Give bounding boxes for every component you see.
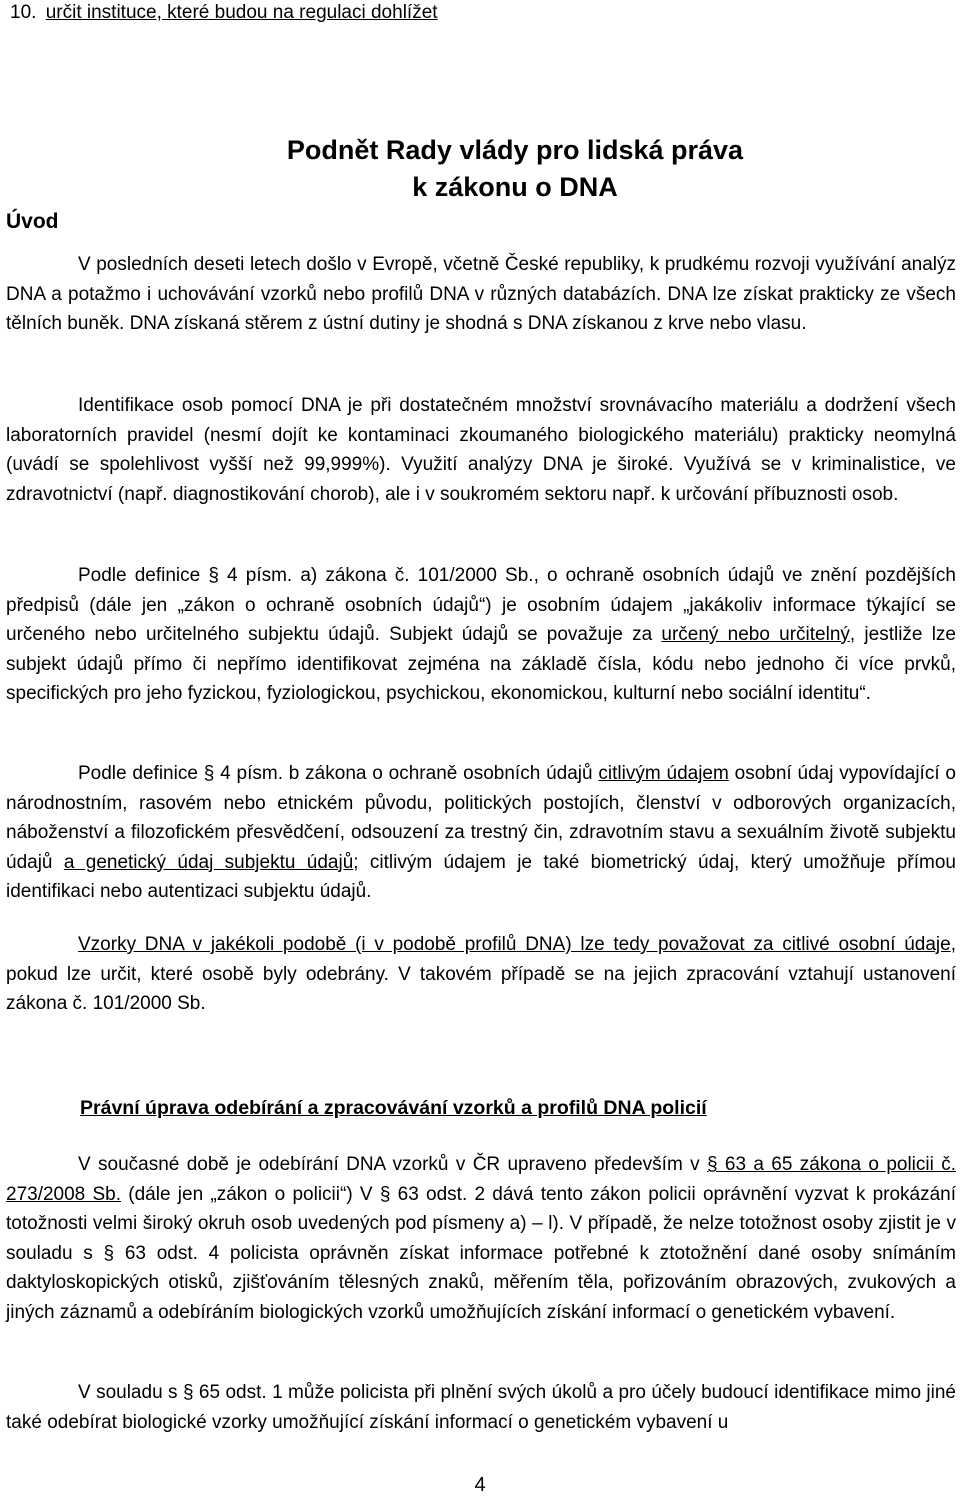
paragraph-identification bbox=[6, 391, 956, 509]
page-title-line-1: Podnět Rady vlády pro lidská práva bbox=[286, 135, 744, 165]
underlined-text: určený nebo určitelný bbox=[661, 624, 850, 645]
paragraph-text: (dále jen „zákon o policii“) V § 63 odst. 2 dává tento zákon policii oprávnění vyzvat k prokázání totožnosti velmi široký okruh osob uvedených pod písmeny a) – l). V případě, že nelze totožnost osoby zjistit je v souladu s § 63 odst. 4 policista oprávněn získat informace potřebné k ztotožnění dané osoby snímáním daktyloskopických otisků, zjišťováním tělesných znaků, měřením těla, pořizováním obrazových, zvukových a jiných záznamů a odebíráním biologických vzorků umožňujících získání informací o genetickém vybavení. bbox=[6, 1183, 957, 1323]
paragraph-intro bbox=[6, 250, 956, 339]
paragraph-identification-text: Identifikace osob pomocí DNA je při dostatečném množství srovnávacího materiálu a dodržení všech laboratorních pravidel (nesmí dojít ke kontaminaci zkoumaného biologického materiálu) prakticky neomylná (uvádí se spolehlivost vyšší než 99,999%). Využití analýzy DNA je široké. Využívá se v kriminalistice, ve zdravotnictví (např. diagnostikování chorob), ale i v soukromém sektoru např. k určování příbuznosti osob. bbox=[6, 395, 956, 505]
underlined-text: citlivým údajem bbox=[598, 763, 729, 784]
paragraph-text: Podle definice § 4 písm. b zákona o ochraně osobních údajů bbox=[78, 763, 599, 784]
paragraph-text: , jestliže lze subjekt údajů přímo či nepřímo identifikovat zejména na základě čísla, kódu nebo jednoho či více prvků, specifických pro jeho fyzickou, fyziologickou, psychickou, ekonomickou, kulturní nebo sociální identitu“. bbox=[6, 624, 956, 704]
paragraph-text: , pokud lze určit, které osobě byly odebrány. V takovém případě se na jejich zpracování vztahují ustanovení zákona č. 101/2000 Sb. bbox=[6, 934, 956, 1014]
paragraph-text: ; citlivým údajem je také biometrický údaj, který umožňuje přímou identifikaci nebo autentizaci subjektu údajů. bbox=[6, 851, 956, 902]
underlined-text: Vzorky DNA v jakékoli podobě (i v podobě profilů DNA) lze tedy považovat za citlivé osobní údaje bbox=[78, 934, 951, 955]
paragraph-intro-text: V posledních deseti letech došlo v Evropě, včetně České republiky, k prudkému rozvoji využívání analýz DNA a potažmo i uchovávání vzorků nebo profilů DNA v různých databázích. DNA lze získat prakticky ze všech tělních buněk. DNA získaná stěrem z ústní dutiny je shodná s DNA získanou z krve nebo vlasu. bbox=[6, 254, 956, 334]
section-heading: Právní úprava odebírání a zpracovávání vzorků a profilů DNA policií bbox=[80, 1097, 707, 1119]
paragraph-police-law bbox=[6, 1150, 956, 1327]
list-number: 10. bbox=[10, 2, 37, 23]
top-link-text[interactable]: určit instituce, které budou na regulaci dohlížet bbox=[45, 2, 438, 23]
paragraph-text: V souladu s § 65 odst. 1 může policista při plnění svých úkolů a pro účely budoucí identifikace mimo jiné také odebírat biologické vzorky umožňující získání informací o genetickém vybavení u bbox=[6, 1382, 956, 1433]
page-number: 4 bbox=[474, 1474, 486, 1496]
paragraph-text: V současné době je odebírání DNA vzorků v ČR upraveno především v bbox=[78, 1154, 707, 1175]
paragraph-sensitive-data-definition bbox=[6, 759, 956, 907]
underlined-text: a genetický údaj subjektu údajů bbox=[63, 851, 354, 873]
intro-label: Úvod bbox=[6, 210, 59, 233]
paragraph-text: Podle definice § 4 písm. a) zákona č. 101/2000 Sb., o ochraně osobních údajů ve znění pozdějších předpisů (dále jen „zákon o ochraně osobních údajů“) je osobním údajem „jakákoliv informace týkající se určeného nebo určitelného subjektu údajů. Subjekt údajů se považuje za bbox=[6, 565, 956, 645]
paragraph-personal-data-definition bbox=[6, 561, 956, 709]
underlined-text: § 63 a 65 zákona o policii č. 273/2008 Sb. bbox=[6, 1154, 956, 1205]
paragraph-police-samples bbox=[6, 1378, 956, 1437]
top-list-item bbox=[10, 2, 438, 24]
paragraph-dna-samples bbox=[6, 930, 956, 1019]
paragraph-text: osobní údaj vypovídající o národnostním, rasovém nebo etnickém původu, politických postojích, členství v odborových organizacích, náboženství a filozofickém přesvědčení, odsouzení za trestný čin, zdravotním stavu a sexuálním životě subjektu údajů bbox=[6, 763, 956, 873]
page-title-line-2: k zákonu o DNA bbox=[412, 172, 618, 202]
